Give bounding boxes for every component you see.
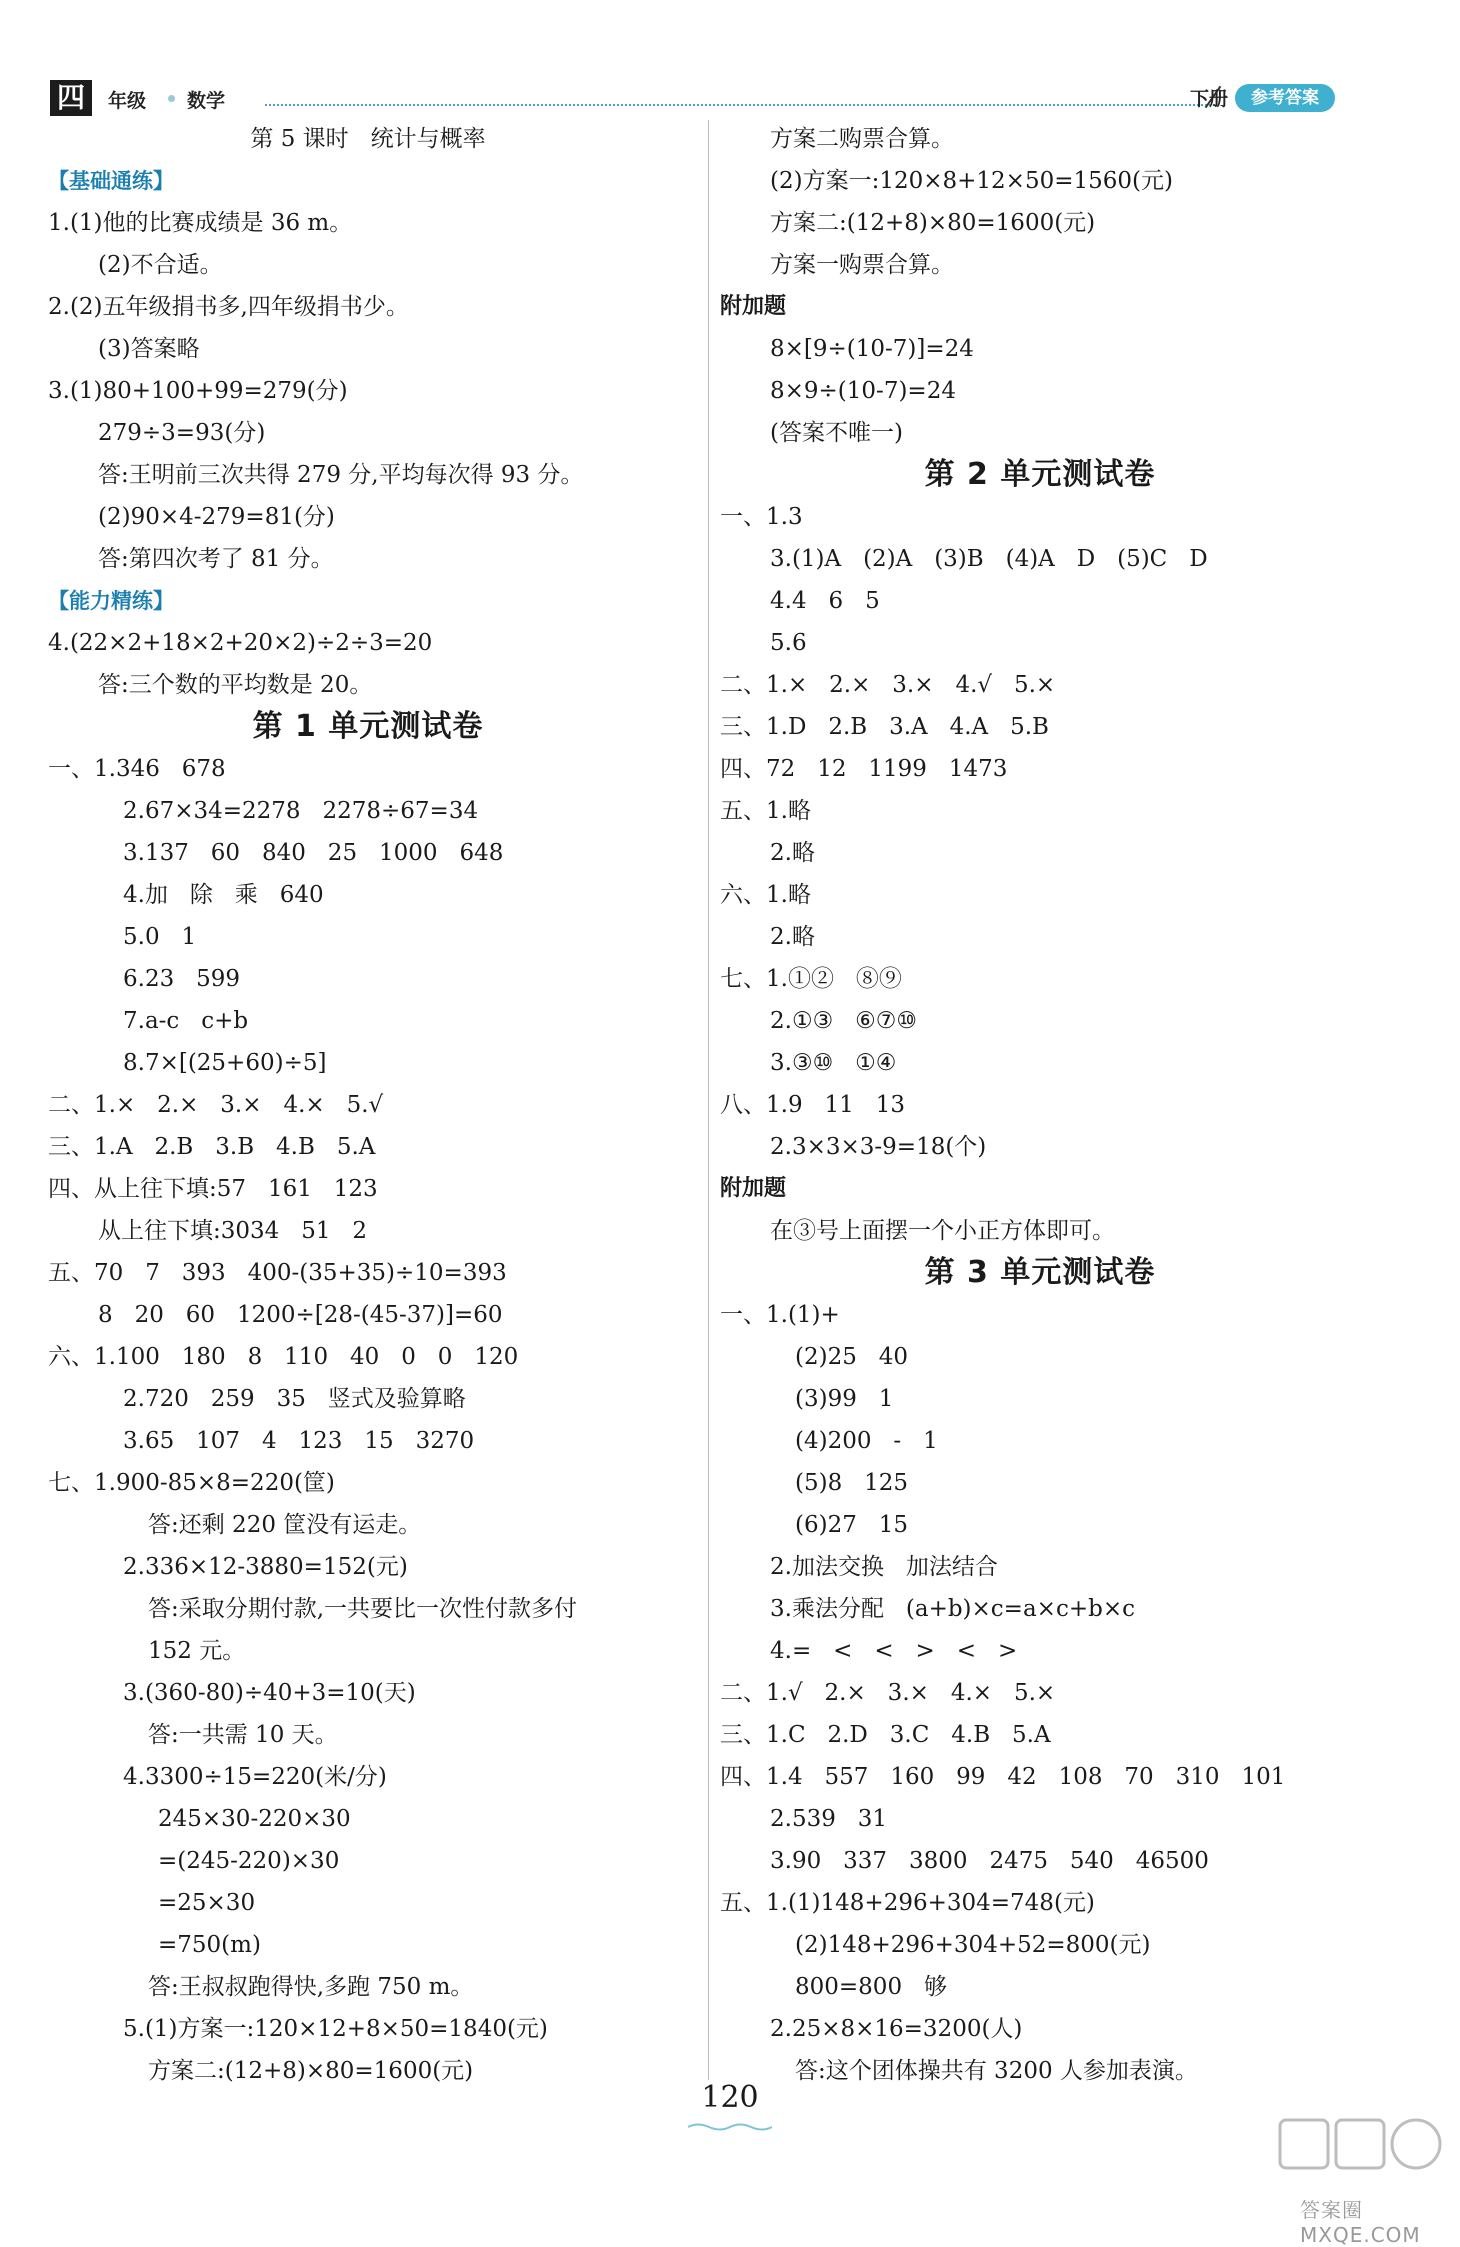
answer-line: 2.3×3×3-9=18(个)	[770, 1134, 987, 1160]
answer-line: 四、72 12 1199 1473	[720, 756, 1008, 782]
answer-line: 答:王明前三次共得 279 分,平均每次得 93 分。	[98, 462, 584, 488]
answer-line: 3.90 337 3800 2475 540 46500	[770, 1848, 1209, 1874]
answer-line: 5.(1)方案一:120×12+8×50=1840(元)	[123, 2016, 548, 2042]
answer-line: 2.略	[770, 924, 815, 950]
answer-line: =25×30	[158, 1890, 256, 1916]
answer-line: 8.7×[(25+60)÷5]	[123, 1050, 327, 1076]
answer-line: 答:一共需 10 天。	[148, 1722, 338, 1748]
answer-line: 方案二:(12+8)×80=1600(元)	[148, 2058, 474, 2084]
answer-line: (2)90×4-279=81(分)	[98, 504, 335, 530]
section-tag: 【基础通练】	[48, 169, 174, 193]
answer-line: (5)8 125	[795, 1470, 909, 1496]
answer-line: 方案二购票合算。	[770, 126, 954, 152]
column-divider	[708, 120, 709, 2080]
answer-line: 四、1.4 557 160 99 42 108 70 310 101	[720, 1764, 1286, 1790]
answer-line: 2.67×34=2278 2278÷67=34	[123, 798, 479, 824]
section-heading: 第 3 单元测试卷	[924, 1255, 1156, 1290]
answer-line: 4.(22×2+18×2+20×2)÷2÷3=20	[48, 630, 433, 656]
answer-line: 4.3300÷15=220(米/分)	[123, 1764, 387, 1790]
answer-line: 四、从上往下填:57 161 123	[48, 1176, 378, 1202]
answer-line: 7.a-c c+b	[123, 1008, 249, 1034]
page-number: 120	[701, 2080, 759, 2115]
answer-line: 答:还剩 220 筐没有运走。	[148, 1512, 422, 1538]
answer-line: 8 20 60 1200÷[28-(45-37)]=60	[98, 1302, 503, 1328]
answer-line: 一、1.346 678	[48, 756, 226, 782]
answer-line: 2.336×12-3880=152(元)	[123, 1554, 408, 1580]
answer-line: 五、1.略	[720, 798, 811, 824]
answer-line: 3.乘法分配 (a+b)×c=a×c+b×c	[770, 1596, 1135, 1622]
answer-line: 2.539 31	[770, 1806, 888, 1832]
answer-line: 5.0 1	[123, 924, 197, 950]
answer-line: (3)答案略	[98, 336, 200, 362]
answer-line: 五、70 7 393 400-(35+35)÷10=393	[48, 1260, 507, 1286]
answer-line: =(245-220)×30	[158, 1848, 340, 1874]
answer-line: 3.65 107 4 123 15 3270	[123, 1428, 475, 1454]
answer-line: 5.6	[770, 630, 807, 656]
answer-line: 800=800 够	[795, 1974, 948, 2000]
answer-line: 245×30-220×30	[158, 1806, 351, 1832]
answer-line: 3.(360-80)÷40+3=10(天)	[123, 1680, 416, 1706]
answer-line: 二、1.× 2.× 3.× 4.× 5.√	[48, 1092, 384, 1118]
answer-line: =750(m)	[158, 1932, 261, 1958]
answer-line: (答案不唯一)	[770, 420, 903, 446]
answer-line: 三、1.C 2.D 3.C 4.B 5.A	[720, 1722, 1051, 1748]
answer-line: 279÷3=93(分)	[98, 420, 266, 446]
page-header	[50, 78, 1350, 118]
answer-line: 方案二:(12+8)×80=1600(元)	[770, 210, 1096, 236]
answer-line: 152 元。	[148, 1638, 246, 1664]
answer-line: 一、1.(1)+	[720, 1302, 840, 1328]
answer-line: 五、1.(1)148+296+304=748(元)	[720, 1890, 1095, 1916]
answer-line: 二、1.√ 2.× 3.× 4.× 5.×	[720, 1680, 1056, 1706]
answer-line: (2)148+296+304+52=800(元)	[795, 1932, 1151, 1958]
header-dot	[168, 95, 175, 102]
answer-line: 3.(1)80+100+99=279(分)	[48, 378, 348, 404]
answer-line: 答:这个团体操共有 3200 人参加表演。	[795, 2058, 1198, 2084]
extra-question-label: 附加题	[720, 1176, 787, 1201]
answer-line: 2.(2)五年级捐书多,四年级捐书少。	[48, 294, 409, 320]
left-column	[48, 118, 688, 2092]
watermark-text: 答案圈 MXQE.COM	[1300, 2198, 1421, 2247]
answer-line: (2)25 40	[795, 1344, 909, 1370]
answer-line: 一、1.3	[720, 504, 803, 530]
subject-label: 数学	[187, 90, 226, 112]
answer-line: 八、1.9 11 13	[720, 1092, 905, 1118]
answer-line: 6.23 599	[123, 966, 241, 992]
answer-line: (2)方案一:120×8+12×50=1560(元)	[770, 168, 1173, 194]
answer-line: 4.= < < > < >	[770, 1638, 1018, 1664]
answer-line: 4.加 除 乘 640	[123, 882, 324, 908]
answer-line: 六、1.100 180 8 110 40 0 0 120	[48, 1344, 519, 1370]
answer-line: 三、1.A 2.B 3.B 4.B 5.A	[48, 1134, 376, 1160]
answer-line: 在③号上面摆一个小正方体即可。	[770, 1218, 1115, 1244]
answer-line: 七、1.①② ⑧⑨	[720, 966, 902, 992]
page-number-ornament	[688, 2122, 772, 2132]
answer-line: (3)99 1	[795, 1386, 894, 1412]
answer-line: 三、1.D 2.B 3.A 4.A 5.B	[720, 714, 1049, 740]
answer-line: 答:第四次考了 81 分。	[98, 546, 334, 572]
answer-line: 2.720 259 35 竖式及验算略	[123, 1386, 466, 1412]
answer-line: (2)不合适。	[98, 252, 223, 278]
answer-line: 8×9÷(10-7)=24	[770, 378, 956, 404]
volume-label: 下册	[1190, 88, 1229, 110]
answer-line: 3.③⑩ ①④	[770, 1050, 897, 1076]
grade-badge: 四	[50, 80, 92, 116]
answer-line: 1.(1)他的比赛成绩是 36 m。	[48, 210, 353, 236]
header-rule	[265, 104, 1215, 106]
answer-line: (6)27 15	[795, 1512, 909, 1538]
answer-line: 答:三个数的平均数是 20。	[98, 672, 373, 698]
answer-line: 3.137 60 840 25 1000 648	[123, 840, 504, 866]
answer-line: 4.4 6 5	[770, 588, 880, 614]
answer-line: 七、1.900-85×8=220(筐)	[48, 1470, 335, 1496]
section-heading: 第 2 单元测试卷	[924, 457, 1156, 492]
answer-line: 2.①③ ⑥⑦⑩	[770, 1008, 917, 1034]
grade-label: 年级	[108, 90, 147, 112]
answer-line: 二、1.× 2.× 3.× 4.√ 5.×	[720, 672, 1056, 698]
right-column	[720, 118, 1360, 2092]
answer-line: 2.加法交换 加法结合	[770, 1554, 998, 1580]
section-heading: 第 1 单元测试卷	[252, 709, 484, 744]
answer-line: 答:采取分期付款,一共要比一次性付款多付	[148, 1596, 578, 1622]
section-tag: 【能力精练】	[48, 589, 174, 613]
answer-line: 答:王叔叔跑得快,多跑 750 m。	[148, 1974, 474, 2000]
answer-line: 从上往下填:3034 51 2	[98, 1218, 368, 1244]
answer-line: 方案一购票合算。	[770, 252, 954, 278]
lesson-title: 第 5 课时 统计与概率	[250, 126, 486, 152]
answer-line: 六、1.略	[720, 882, 811, 908]
answer-line: (4)200 - 1	[795, 1428, 938, 1454]
answer-badge: 参考答案	[1235, 84, 1335, 112]
answer-line: 2.略	[770, 840, 815, 866]
answer-line: 3.(1)A (2)A (3)B (4)A D (5)C D	[770, 546, 1208, 572]
extra-question-label: 附加题	[720, 294, 787, 319]
answer-line: 2.25×8×16=3200(人)	[770, 2016, 1023, 2042]
answer-line: 8×[9÷(10-7)]=24	[770, 336, 974, 362]
